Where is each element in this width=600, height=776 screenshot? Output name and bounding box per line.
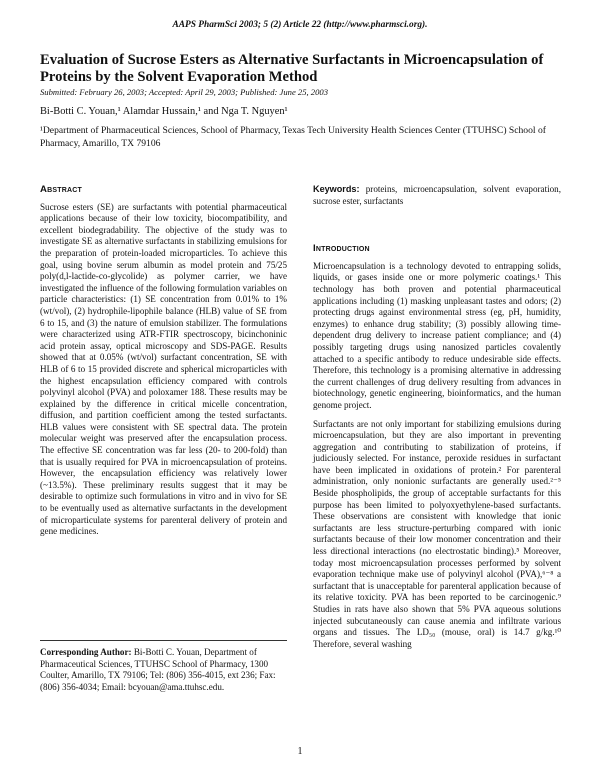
intro-paragraph-1: Microencapsulation is a technology devoted to entrapping solids, liquids, or gases inside one or more polymeric coatings.¹ This technology has both proven and potential pharmaceutical applications including (1) masking unpleasant tastes and odors; (2) protecting drugs against environmental stress (eg, pH, humidity, enzymes) to enhance drug stability; (3) possibly allowing time-dependent drug delivery to increase patient compliance; and (4) possibly targeting drugs using nanosized particles covalently attached to a specific antibody to reduce undesirable side effects. Therefore, this technology is a promising alternative in addressing the current challenges of drug delivery resulting from advances in biotechnology, genetic engineering, bioinformatics, and the human genome project.: [313, 260, 561, 410]
keywords-label: Keywords:: [313, 184, 360, 194]
introduction-heading: Introduction: [313, 243, 370, 255]
abstract-text: Sucrose esters (SE) are surfactants with potential pharmaceutical applications because of their low toxicity, biocompatibility, and excellent biodegradability. The objective of the study was to investigate SE as alternative surfactants in stabilizing emulsions for the preparation of protein-loaded microparticles. To achieve this goal, using bovine serum albumin as model protein and 75/25 poly(d,l-lactide-co-glycolide) as polymer carrier, we have investigated the influence of the following formulation variables on particle characteristics: (1) SE concentration from 0.01% to 1% (wt/vol), (2) hydrophile-lipophile balance (HLB) value of SE from 6 to 15, and (3) the nature of emulsion stabilizer. The formulations were characterized using ATR-FTIR spectroscopy, bicinchoninic acid protein assay, optical microscopy and SDS-PAGE. Results showed that at 0.05% (wt/vol) surfactant concentration, SE with HLB of 6 to 15 provided discrete and spherical microparticles with the highest encapsulation efficiency compared with controls polyvinyl alcohol (PVA) and poloxamer 188. These results may be explained by the difference in critical micelle concentration, diffusion, and partition coefficient among the tested surfactants. HLB values were consistent with SE spectral data. The protein molecular weight was preserved after the encapsulation process. The effective SE concentration was far less (20- to 200-fold) than that is usually required for PVA in microencapsulation of proteins. However, the encapsulation efficiency was relatively lower (~13.5%). These preliminary results suggest that it may be desirable to optimize such formulations in vitro and in vivo for SE to be eventually used as alternative surfactants in the development of microparticulate systems for parenteral delivery of protein and gene medicines.: [40, 201, 287, 537]
keywords-text: proteins, microencapsulation, solvent evaporation, sucrose ester, surfactants: [313, 184, 561, 206]
left-column: [40, 184, 287, 545]
affiliation: ¹Department of Pharmaceutical Sciences, School of Pharmacy, Texas Tech University Health Sciences Center (TTUHSC) School of Pharmacy, Amarillo, TX 79106: [40, 125, 546, 149]
right-column: [313, 184, 561, 657]
corresponding-author: [40, 640, 287, 693]
page-number: 1: [297, 746, 303, 757]
paper-title: Evaluation of Sucrose Esters as Alternative Surfactants in Microencapsulation of Proteins by the Solvent Evaporation Method: [40, 52, 544, 85]
publication-dates: Submitted: February 26, 2003; Accepted: April 29, 2003; Published: June 25, 2003: [40, 87, 328, 97]
corresponding-label: Corresponding Author:: [40, 647, 132, 657]
keywords: [313, 184, 561, 207]
journal-header: AAPS PharmSci 2003; 5 (2) Article 22 (http://www.pharmsci.org).: [172, 20, 428, 30]
intro-paragraph-2: Surfactants are not only important for stabilizing emulsions during microencapsulation, but they are also important in preventing aggregation and contributing to stabilization of proteins, if judiciously selected. For instance, peroxide residues in surfactant have been implicated in oxidations of protein.² For parenteral administration, only nonionic surfactants are generally used.²⁻⁵ Beside phospholipids, the group of acceptable surfactants for this purpose has been limited to polyoxyethylene-based surfactants. These observations are consistent with knowledge that ionic surfactants are less structure-perturbing compared with ionic surfactants because of their low monomer concentration and their less directional interactions (no electrostatic binding).⁵ Moreover, today most microencapsulation processes performed by solvent evaporation technique make use of polyvinyl alcohol (PVA),⁶⁻⁸ a surfactant that is unacceptable for parenteral application because of its relative toxicity. PVA has been reported to be carcinogenic.⁹ Studies in rats have also shown that 5% PVA aqueous solutions injected subcutaneously can cause anemia and infiltrate various organs and tissues. The LD₅₀ (mouse, oral) is 14.7 g/kg.¹⁰ Therefore, several washing: [313, 418, 561, 649]
corresponding-text: Bi-Botti C. Youan, Department of Pharmaceutical Sciences, TTUHSC School of Pharmacy, 1300 Coulter, Amarillo, TX 79106; Tel: (806) 356-4015, ext 236; Fax: (806) 356-4034; Email: bcyouan@ama.ttuhsc.edu.: [40, 647, 276, 692]
authors: Bi-Botti C. Youan,¹ Alamdar Hussain,¹ and Nga T. Nguyen¹: [40, 106, 288, 117]
abstract-heading: Abstract: [40, 184, 82, 195]
